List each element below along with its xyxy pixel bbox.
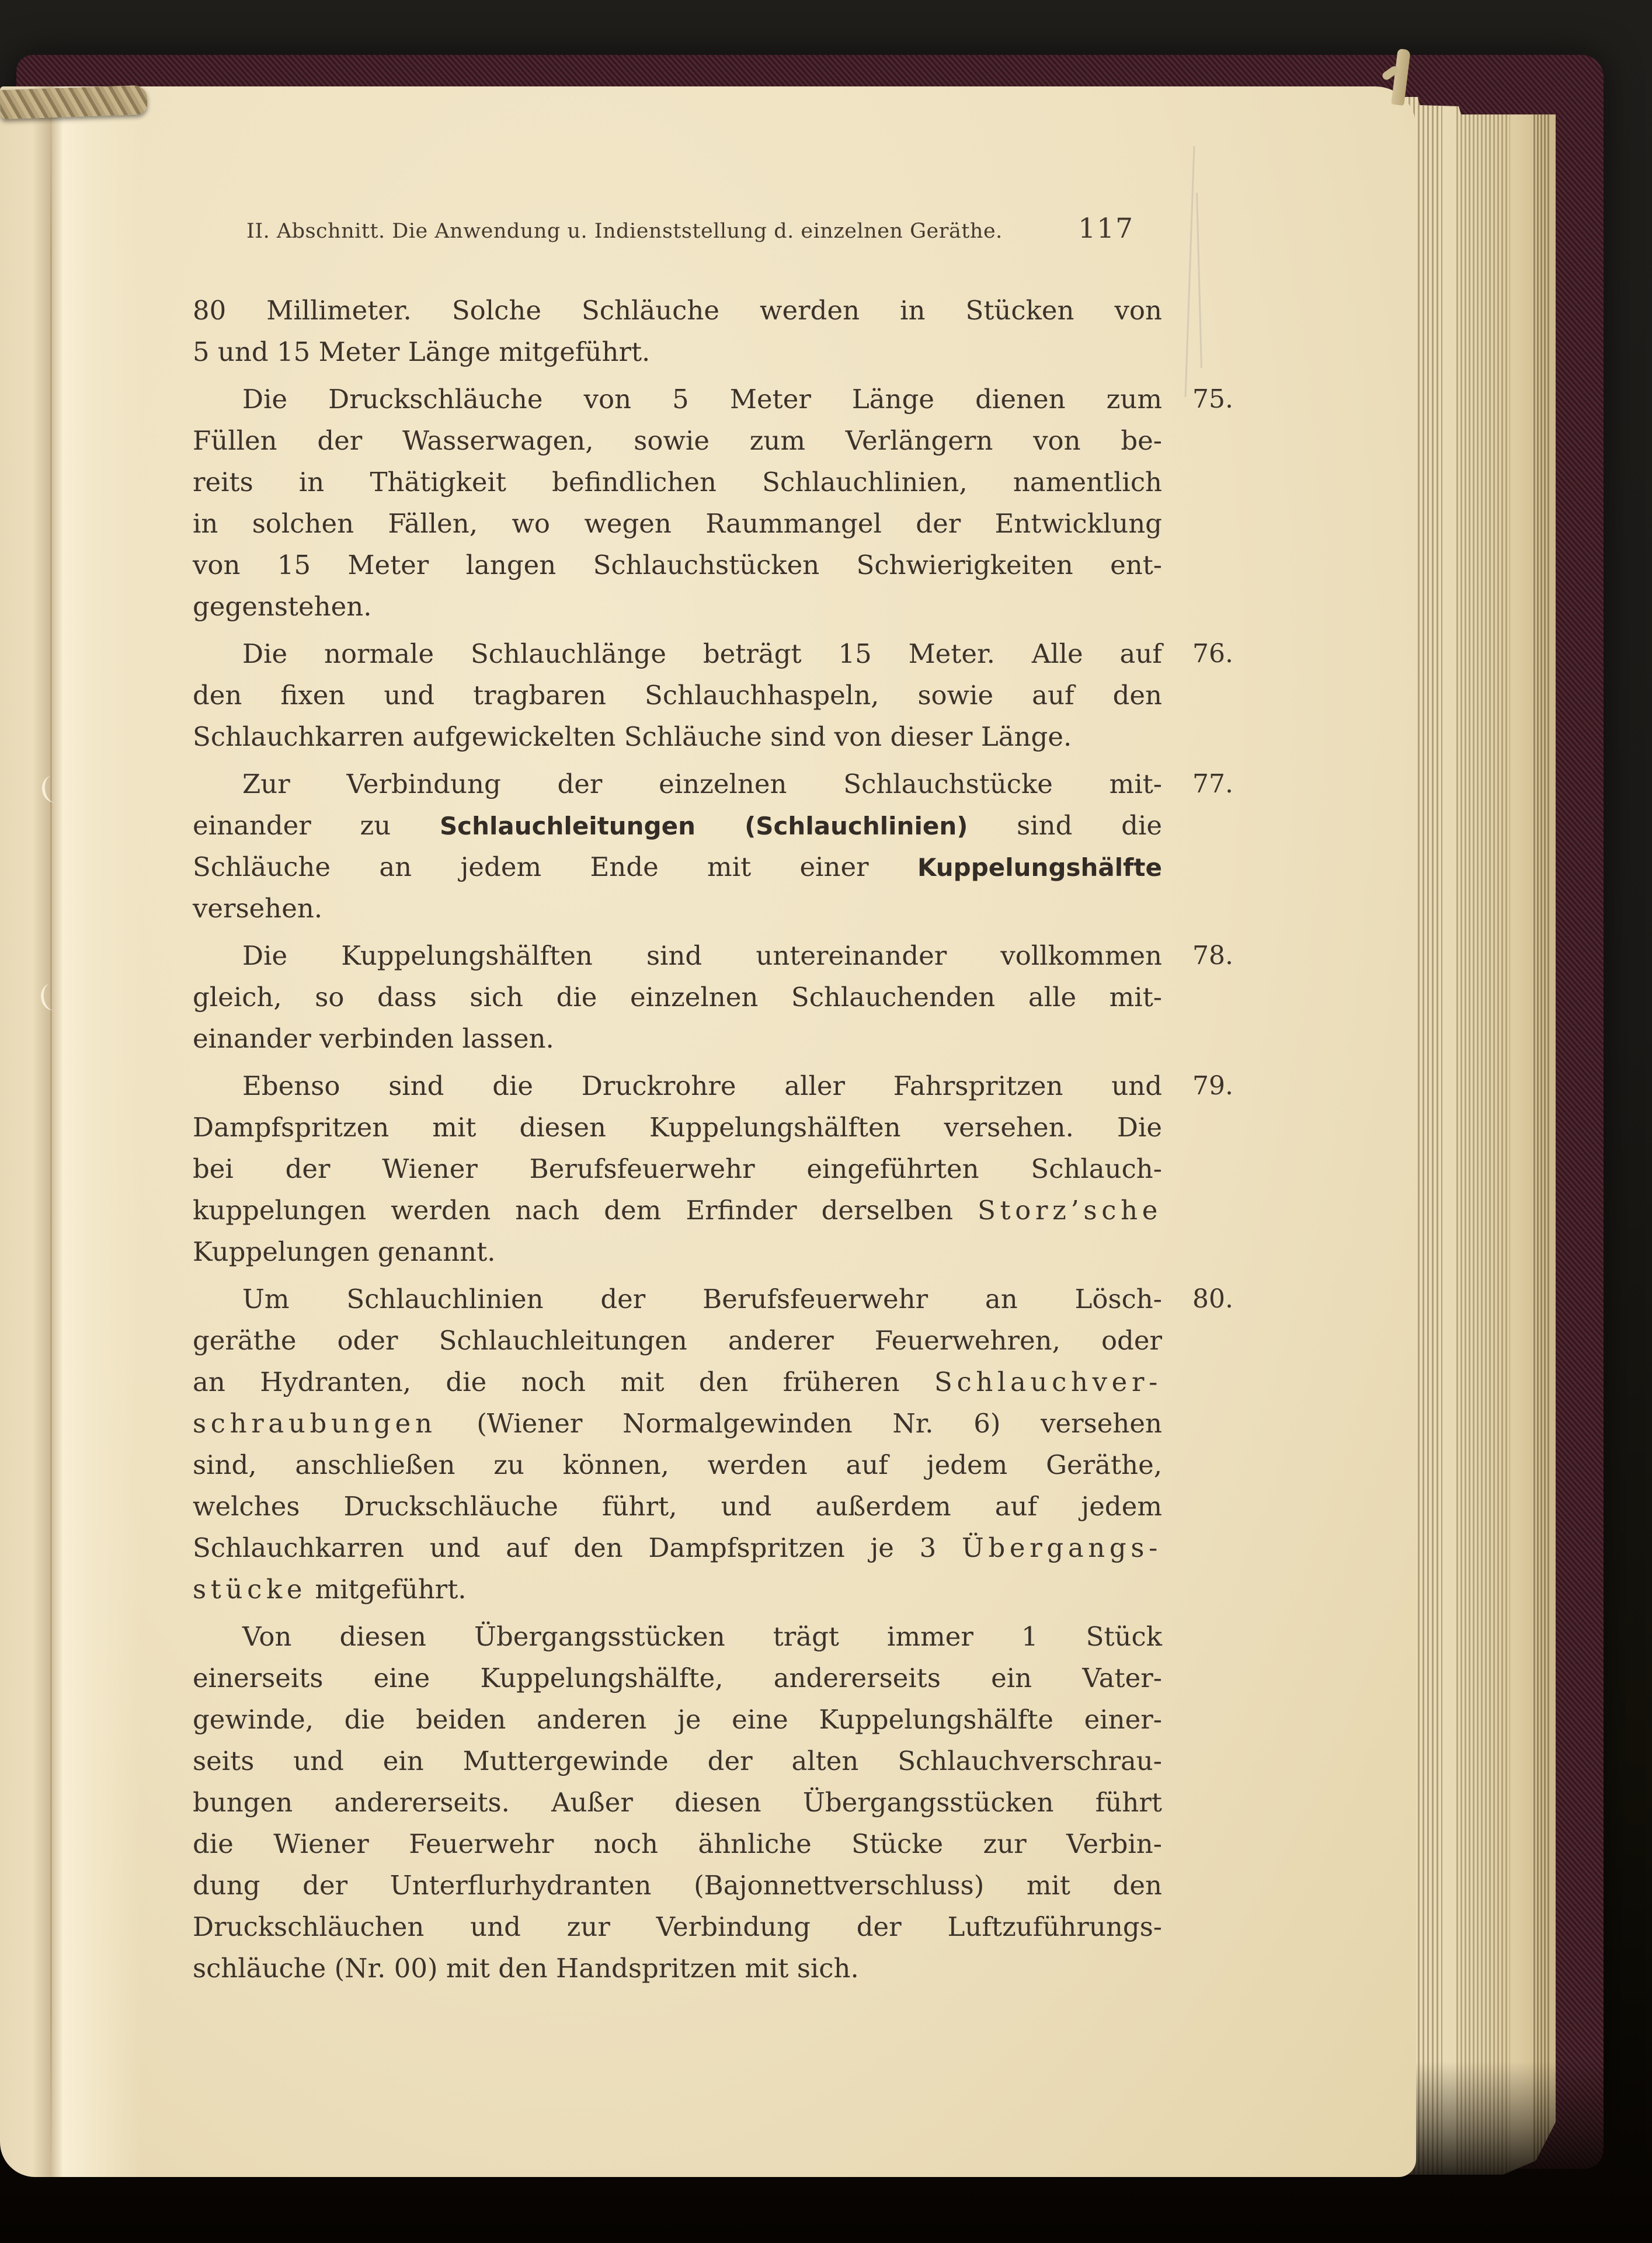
text-segment: Die normale Schlauchlänge beträgt 15 Meter. Alle auf xyxy=(242,638,1162,669)
text-segment: kuppelungen werden nach dem Erfinder derselben xyxy=(193,1195,978,1226)
text-line xyxy=(193,1190,1162,1231)
text-line xyxy=(193,420,1162,461)
text-segment: Die Druckschläuche von 5 Meter Länge dienen zum xyxy=(242,384,1162,415)
text-segment: Von diesen Übergangsstücken trägt immer 1 Stück xyxy=(242,1621,1162,1652)
book-page xyxy=(0,86,1416,2177)
text-segment: bei der Wiener Berufsfeuerwehr eingeführten Schlauch- xyxy=(193,1153,1162,1184)
text-line xyxy=(193,1231,1162,1272)
text-line xyxy=(193,1823,1162,1865)
text-line xyxy=(193,1699,1162,1740)
text-segment: an Hydranten, die noch mit den früheren xyxy=(193,1366,935,1397)
text-segment: sind, anschließen zu können, werden auf jedem Geräthe, xyxy=(193,1449,1162,1480)
text-segment: seits und ein Muttergewinde der alten Schlauchverschrau- xyxy=(193,1745,1162,1776)
text-segment: gleich, so dass sich die einzelnen Schlauchenden alle mit- xyxy=(193,982,1162,1013)
text-segment: einerseits eine Kuppelungshälfte, andererseits ein Vater- xyxy=(193,1663,1162,1693)
bold-term: Schlauchleitungen (Schlauchlinien) xyxy=(439,812,968,840)
spaced-term: Storz’sche xyxy=(978,1195,1162,1226)
text-line xyxy=(193,1782,1162,1823)
text-segment: welches Druckschläuche führt, und außerdem auf jedem xyxy=(193,1491,1162,1522)
text-line xyxy=(193,1065,1162,1107)
spaced-term: Schlauchver- xyxy=(934,1366,1162,1397)
text-line xyxy=(193,544,1162,586)
text-segment: Ebenso sind die Druckrohre aller Fahrspritzen und xyxy=(242,1070,1162,1101)
margin-paragraph-number: 75. xyxy=(1192,384,1233,414)
text-line xyxy=(193,846,1162,888)
text-segment: sind die xyxy=(968,810,1163,841)
text-line xyxy=(193,378,1162,420)
text-segment: gegenstehen. xyxy=(193,591,372,622)
text-line xyxy=(193,290,1162,331)
margin-paragraph-number: 76. xyxy=(1192,639,1233,669)
text-segment: gewinde, die beiden anderen je eine Kuppelungshälfte einer- xyxy=(193,1704,1162,1735)
gutter-crease xyxy=(50,86,52,2177)
text-segment: einander verbinden lassen. xyxy=(193,1023,554,1054)
text-segment: den fixen und tragbaren Schlauchhaspeln, sowie auf den xyxy=(193,680,1162,711)
text-line xyxy=(193,1148,1162,1190)
text-segment: in solchen Fällen, wo wegen Raummangel der Entwicklung xyxy=(193,508,1162,539)
text-segment: Schlauchkarren und auf den Dampfspritzen je 3 xyxy=(193,1532,962,1563)
margin-paragraph-number: 79. xyxy=(1192,1071,1233,1101)
text-line xyxy=(193,1278,1162,1320)
page-stack-fore-edge xyxy=(1400,97,1556,2175)
text-line xyxy=(193,1486,1162,1527)
text-segment: Kuppelungen genannt. xyxy=(193,1236,496,1267)
text-line xyxy=(193,935,1162,976)
text-segment: die Wiener Feuerwehr noch ähnliche Stücke zur Verbin- xyxy=(193,1828,1162,1859)
bold-term: Kuppelungshälfte xyxy=(917,853,1162,882)
text-line xyxy=(193,1569,1162,1610)
text-line xyxy=(193,1018,1162,1059)
text-segment: 5 und 15 Meter Länge mitgeführt. xyxy=(193,336,651,367)
text-segment: geräthe oder Schlauchleitungen anderer Feuerwehren, oder xyxy=(193,1325,1162,1356)
text-line xyxy=(193,674,1162,716)
text-segment: Schläuche an jedem Ende mit einer xyxy=(193,851,917,882)
headband-braid xyxy=(0,85,148,120)
text-line xyxy=(193,1403,1162,1444)
text-line xyxy=(193,586,1162,627)
text-segment: reits in Thätigkeit befindlichen Schlauchlinien, namentlich xyxy=(193,467,1162,498)
margin-paragraph-number: 80. xyxy=(1192,1284,1233,1314)
text-segment: von 15 Meter langen Schlauchstücken Schwierigkeiten ent- xyxy=(193,550,1162,580)
text-line xyxy=(193,805,1162,846)
text-segment: dung der Unterflurhydranten (Bajonnettverschluss) mit den xyxy=(193,1870,1162,1901)
text-line xyxy=(193,1361,1162,1403)
text-line xyxy=(193,1906,1162,1948)
binding-stitch xyxy=(40,774,67,804)
text-line xyxy=(193,1616,1162,1657)
text-line xyxy=(193,1948,1162,1989)
text-segment: Dampfspritzen mit diesen Kuppelungshälften versehen. Die xyxy=(193,1112,1162,1143)
text-line xyxy=(193,1865,1162,1906)
spaced-term: Übergangs- xyxy=(961,1532,1162,1563)
text-line xyxy=(193,503,1162,544)
text-segment: schläuche (Nr. 00) mit den Handspritzen mit sich. xyxy=(193,1953,859,1984)
text-line xyxy=(193,331,1162,373)
margin-paragraph-number: 77. xyxy=(1192,769,1233,799)
text-segment: (Wiener Normalgewinden Nr. 6) versehen xyxy=(436,1408,1162,1439)
text-segment: Schlauchkarren aufgewickelten Schläuche sind von dieser Länge. xyxy=(193,721,1072,752)
text-line xyxy=(193,976,1162,1018)
text-line xyxy=(193,633,1162,674)
binding-stitch xyxy=(39,982,65,1012)
text-segment: Zur Verbindung der einzelnen Schlauchstücke mit- xyxy=(242,768,1162,799)
text-segment: Druckschläuchen und zur Verbindung der Luftzuführungs- xyxy=(193,1911,1162,1942)
text-segment: einander zu xyxy=(193,810,440,841)
text-segment: Um Schlauchlinien der Berufsfeuerwehr an Lösch- xyxy=(242,1284,1162,1314)
text-segment: Die Kuppelungshälften sind untereinander vollkommen xyxy=(242,940,1162,971)
text-line xyxy=(193,1657,1162,1699)
text-segment: mitgeführt. xyxy=(307,1574,467,1605)
text-segment: Füllen der Wasserwagen, sowie zum Verlängern von be- xyxy=(193,425,1162,456)
text-line xyxy=(193,1444,1162,1486)
text-segment: versehen. xyxy=(193,893,323,924)
spaced-term: stücke xyxy=(193,1574,307,1605)
page-number: 117 xyxy=(1078,213,1134,245)
text-line xyxy=(193,1527,1162,1569)
text-segment: 80 Millimeter. Solche Schläuche werden in Stücken von xyxy=(193,295,1162,326)
text-segment: bungen andererseits. Außer diesen Übergangsstücken führt xyxy=(193,1787,1162,1818)
text-line xyxy=(193,888,1162,929)
text-line xyxy=(193,763,1162,805)
body-text xyxy=(193,290,1233,1989)
text-line xyxy=(193,1320,1162,1361)
text-line xyxy=(193,1740,1162,1782)
margin-paragraph-number: 78. xyxy=(1192,941,1233,971)
running-title: II. Abschnitt. Die Anwendung u. Indienststellung d. einzelnen Geräthe. xyxy=(246,220,1003,243)
text-line xyxy=(193,1107,1162,1148)
text-line xyxy=(193,461,1162,503)
running-head xyxy=(193,213,1162,245)
text-line xyxy=(193,716,1162,757)
spaced-term: schraubungen xyxy=(193,1408,437,1439)
